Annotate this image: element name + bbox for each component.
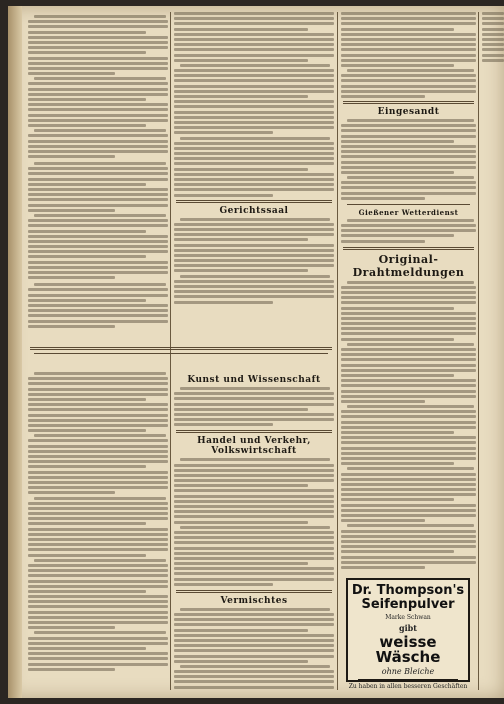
section-divider <box>176 430 332 433</box>
adjacent-page-edge <box>482 12 504 690</box>
section-divider <box>343 101 474 104</box>
ad-tagline-verb: gibt <box>399 623 417 633</box>
soap-powder-advertisement <box>346 578 470 690</box>
section-heading: Gießener Wetterdienst <box>358 207 459 217</box>
ad-brand-name: Dr. Thompson's <box>351 583 465 598</box>
section-body <box>174 458 334 586</box>
article <box>28 162 168 279</box>
section-body <box>341 119 476 200</box>
ad-headline: weisse Wäsche <box>375 633 441 666</box>
section <box>341 208 476 243</box>
ad-tagline: Marke Schwan <box>385 614 431 621</box>
ad-divider <box>358 679 458 680</box>
column-1-lower <box>28 372 168 690</box>
divider <box>347 204 470 205</box>
section <box>341 107 476 200</box>
article-body <box>28 162 168 279</box>
column-2-lower <box>174 372 334 690</box>
feuilleton-body <box>28 372 168 671</box>
ad-note: Zu haben in allen besseren Geschäften <box>348 683 468 690</box>
section-body <box>174 608 334 690</box>
binding-gutter <box>8 6 22 698</box>
article-body <box>174 12 334 197</box>
section-heading: Vermischtes <box>220 595 288 606</box>
section-body <box>341 219 476 243</box>
section-divider <box>176 200 332 203</box>
section-heading: Eingesandt <box>377 107 440 117</box>
section <box>174 375 334 426</box>
divider <box>34 353 328 354</box>
column-rule <box>337 12 338 690</box>
section <box>174 206 334 304</box>
feuilleton-section <box>28 344 334 357</box>
section-heading: Gerichtssaal <box>219 205 289 216</box>
section-divider <box>30 347 332 350</box>
section-body <box>174 218 334 304</box>
newspaper-page <box>8 6 504 698</box>
section-divider <box>176 590 332 593</box>
article-body <box>28 15 168 158</box>
column-rule <box>478 12 479 690</box>
article <box>28 283 168 328</box>
section <box>341 253 476 569</box>
article-body <box>28 283 168 328</box>
section-heading: Handel und Verkehr, Volkswirtschaft <box>197 436 311 457</box>
section-body <box>174 387 334 426</box>
section-body <box>341 281 476 569</box>
ad-subheadline: ohne Bleiche <box>381 667 435 676</box>
article <box>28 15 168 158</box>
article-body <box>341 12 476 98</box>
section-heading: Kunst und Wissenschaft <box>187 375 321 385</box>
section <box>174 596 334 690</box>
section-divider <box>343 247 474 250</box>
section-heading: Original-Drahtmeldungen <box>352 252 465 279</box>
section <box>174 436 334 586</box>
ad-product-name: Seifenpulver <box>361 597 455 612</box>
